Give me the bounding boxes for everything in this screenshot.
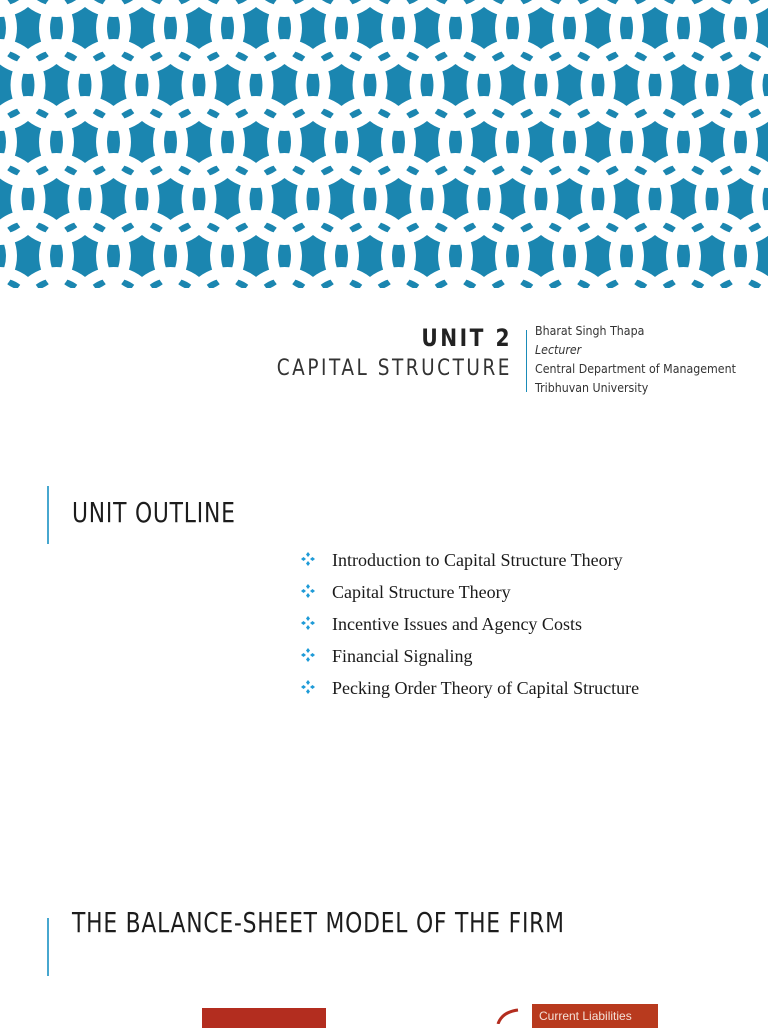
author-name: Bharat Singh Thapa [535, 324, 645, 338]
title-block [0, 322, 512, 384]
outline-heading: UNIT OUTLINE [72, 496, 236, 529]
author-university: Tribhuvan University [535, 381, 649, 395]
header-pattern-banner [0, 0, 768, 288]
author-block [535, 322, 753, 398]
author-department: Central Department of Management [535, 362, 736, 376]
list-item [300, 672, 639, 704]
balance-sheet-bracket-arc [492, 1008, 532, 1024]
balance-sheet-accent-bar [47, 918, 49, 976]
outline-item-text: Capital Structure Theory [332, 581, 511, 602]
list-item [300, 608, 639, 640]
author-role: Lecturer [535, 343, 582, 357]
unit-subtitle: CAPITAL STRUCTURE [276, 356, 512, 381]
balance-sheet-assets-block [202, 1008, 326, 1028]
balance-sheet-heading: THE BALANCE-SHEET MODEL OF THE FIRM [72, 906, 565, 939]
diamond-bullet-icon [300, 551, 332, 569]
diamond-bullet-icon [300, 647, 332, 665]
title-divider [526, 330, 527, 392]
outline-item-text: Introduction to Capital Structure Theory [332, 549, 623, 570]
outline-list [300, 544, 639, 704]
list-item [300, 544, 639, 576]
outline-item-text: Incentive Issues and Agency Costs [332, 613, 582, 634]
outline-item-text: Financial Signaling [332, 645, 473, 666]
diamond-bullet-icon [300, 615, 332, 633]
list-item [300, 576, 639, 608]
circle-lattice-pattern [0, 0, 768, 288]
unit-title: UNIT 2 [421, 324, 512, 352]
diamond-bullet-icon [300, 679, 332, 697]
outline-accent-bar [47, 486, 49, 544]
balance-sheet-current-liabilities-box: Current Liabilities [532, 1004, 658, 1028]
outline-item-text: Pecking Order Theory of Capital Structure [332, 677, 640, 698]
list-item [300, 640, 639, 672]
diamond-bullet-icon [300, 583, 332, 601]
